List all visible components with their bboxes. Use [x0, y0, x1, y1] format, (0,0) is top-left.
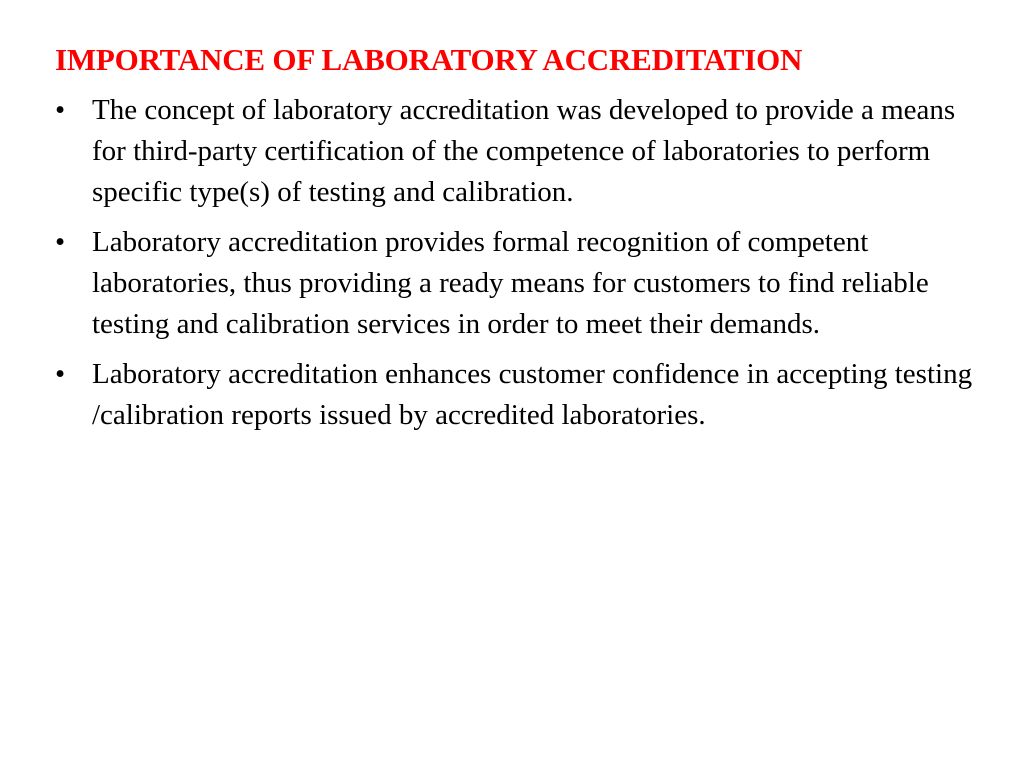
bullet-item: [55, 354, 975, 436]
bullet-item: [55, 222, 975, 345]
bullet-text: The concept of laboratory accreditation was developed to provide a means for third-party certification of the competence of laboratories to perform specific type(s) of testing and calibration.: [92, 94, 956, 208]
bullet-list: [55, 90, 975, 445]
bullet-icon: •: [55, 94, 66, 126]
bullet-text: Laboratory accreditation provides formal recognition of competent laboratories, thus providing a ready means for customers to find reliable testing and calibration services in order to meet their demands.: [92, 226, 929, 340]
bullet-icon: •: [55, 358, 66, 390]
slide-title: IMPORTANCE OF LABORATORY ACCREDITATION: [55, 42, 803, 77]
bullet-icon: •: [55, 226, 66, 258]
bullet-item: [55, 90, 975, 213]
bullet-text: Laboratory accreditation enhances customer confidence in accepting testing /calibration reports issued by accredited laboratories.: [92, 358, 973, 431]
